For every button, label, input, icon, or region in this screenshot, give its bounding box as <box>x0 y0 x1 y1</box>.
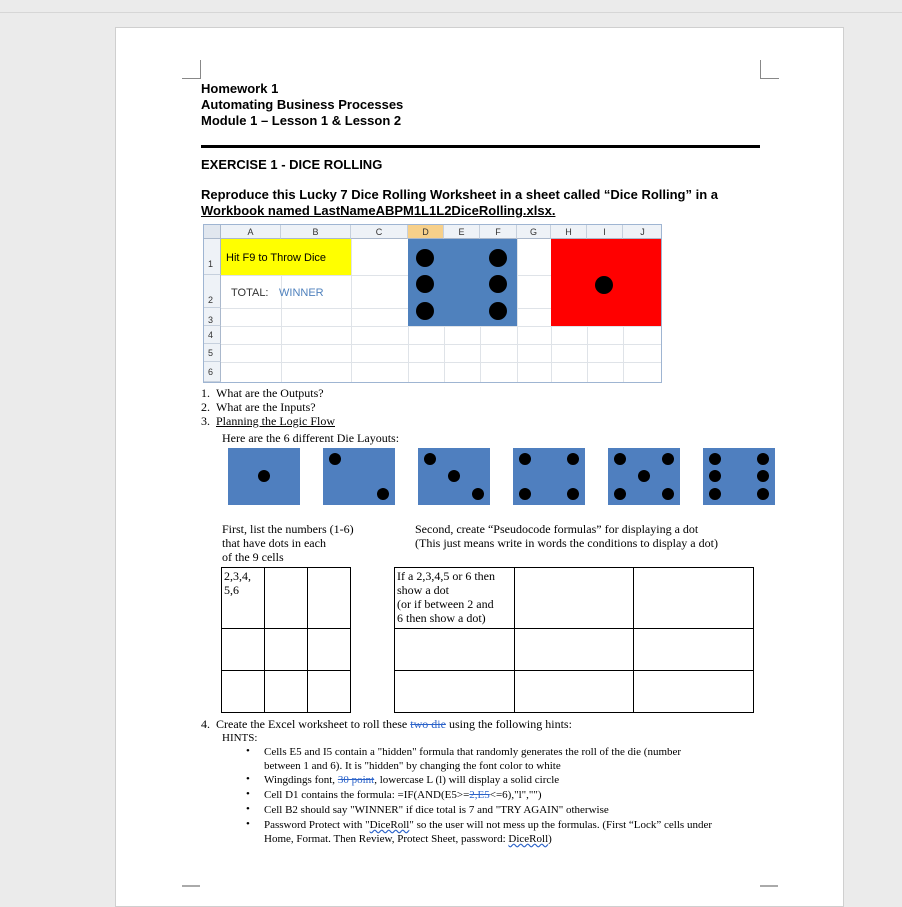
hint-5-text: Password Protect with " <box>264 819 370 831</box>
die-dot <box>595 276 613 294</box>
q1-text: What are the Outputs? <box>216 386 324 400</box>
crop-mark-bottom-right <box>760 885 778 887</box>
item-4-text-end: using the following hints: <box>445 717 572 731</box>
header-rule <box>201 145 760 148</box>
die-layout-2 <box>323 448 395 505</box>
table-cell[interactable] <box>308 568 351 629</box>
die-layout-1 <box>228 448 300 505</box>
die-dot <box>519 453 531 465</box>
table-cell[interactable] <box>265 629 308 671</box>
die-dot <box>709 488 721 500</box>
column-header-h: H <box>551 225 587 239</box>
die-dot <box>519 488 531 500</box>
column-header-b: B <box>281 225 351 239</box>
die-dot <box>662 453 674 465</box>
table-cell[interactable] <box>265 568 308 629</box>
pseudocode-table <box>394 567 754 713</box>
table-cell[interactable] <box>308 629 351 671</box>
die-dot <box>416 275 434 293</box>
table-cell[interactable] <box>222 671 265 713</box>
die-dot <box>709 453 721 465</box>
cell-line: show a dot <box>397 583 449 597</box>
bullet-icon: • <box>246 803 250 815</box>
column-header-e: E <box>444 225 480 239</box>
hint-1 <box>264 745 681 773</box>
hint-1-line-1: Cells E5 and I5 contain a "hidden" formula that randomly generates the roll of the die (number <box>264 746 682 758</box>
hint-5-text-end: " so the user will not mess up the formulas. (First “Lock” cells under <box>409 819 712 831</box>
instruction-line-1: Reproduce this Lucky 7 Dice Rolling Worksheet in a sheet called “Dice Rolling” in a <box>201 187 718 202</box>
window-top-divider <box>0 12 902 13</box>
die-dot <box>329 453 341 465</box>
die-dot <box>489 302 507 320</box>
hints-label: HINTS: <box>222 732 258 744</box>
table-cell[interactable] <box>265 671 308 713</box>
bullet-icon: • <box>246 773 250 785</box>
column-header-f: F <box>480 225 517 239</box>
q3-text: Planning the Logic Flow <box>216 414 335 428</box>
column-header-g: G <box>517 225 551 239</box>
hint-1-line-2: between 1 and 6). It is "hidden" by changing the font color to white <box>264 760 561 772</box>
q2-text: What are the Inputs? <box>216 400 316 414</box>
item-4-deleted-text: two die <box>410 717 446 731</box>
bullet-icon: • <box>246 818 250 830</box>
spreadsheet-image <box>203 224 662 383</box>
die-dot <box>638 470 650 482</box>
blue-die-cells <box>408 239 517 326</box>
crop-mark-top-left <box>182 60 201 79</box>
layouts-label: Here are the 6 different Die Layouts: <box>222 431 400 445</box>
die-layout-3 <box>418 448 490 505</box>
select-all-corner <box>204 225 221 239</box>
die-dot <box>448 470 460 482</box>
table-cell[interactable] <box>308 671 351 713</box>
column-header-d: D <box>408 225 444 239</box>
die-dot <box>416 302 434 320</box>
die-dot <box>757 488 769 500</box>
hint-4: Cell B2 should say "WINNER" if dice total is 7 and "TRY AGAIN" otherwise <box>264 804 609 816</box>
table-cell[interactable] <box>634 568 754 629</box>
cell-line: 2,3,4, <box>224 569 251 583</box>
second-instruction <box>415 522 718 550</box>
table-cell[interactable] <box>634 671 754 713</box>
item-4-num: 4. <box>201 717 210 731</box>
first-instruction-line-2: that have dots in each <box>222 536 326 550</box>
item-4-text: Create the Excel worksheet to roll these <box>216 717 411 731</box>
hint-2 <box>264 773 559 787</box>
first-instruction <box>222 522 354 564</box>
first-instruction-line-3: of the 9 cells <box>222 550 284 564</box>
column-header-a: A <box>221 225 281 239</box>
table-cell[interactable] <box>222 568 265 629</box>
die-dot <box>377 488 389 500</box>
die-dot <box>258 470 270 482</box>
row-header-1: 1 <box>204 239 221 275</box>
die-dot <box>757 470 769 482</box>
q1-num: 1. <box>201 386 210 400</box>
instruction-line-2: Workbook named LastNameABPM1L1L2DiceRolling.xlsx. <box>201 203 556 218</box>
hint-3 <box>264 788 542 802</box>
q2-num: 2. <box>201 400 210 414</box>
document-header <box>201 81 403 129</box>
die-dot <box>567 453 579 465</box>
cell-b1-text: Hit F9 to Throw Dice <box>226 252 327 264</box>
exercise-title: EXERCISE 1 - DICE ROLLING <box>201 157 383 172</box>
die-dot <box>757 453 769 465</box>
table-cell[interactable] <box>634 629 754 671</box>
hint-5-spellcheck-word: DiceRoll <box>369 819 410 831</box>
hint-5-line-2-end: ) <box>548 833 552 845</box>
bullet-icon: • <box>246 788 250 800</box>
cell-line: (or if between 2 and <box>397 597 494 611</box>
hint-3-deleted-text: 2,E5 <box>469 789 490 801</box>
hint-3-text-end: <=6),"l","") <box>489 789 542 801</box>
question-list <box>201 386 335 428</box>
column-header-c: C <box>351 225 408 239</box>
bullet-icon: • <box>246 745 250 757</box>
dot-cells-table <box>221 567 351 713</box>
cell-line: 6 then show a dot) <box>397 611 486 625</box>
hint-3-text: Cell D1 contains the formula: =IF(AND(E5>= <box>264 789 470 801</box>
row-header-6: 6 <box>204 362 221 382</box>
row-header-2: 2 <box>204 275 221 308</box>
die-layout-4 <box>513 448 585 505</box>
die-layout-5 <box>608 448 680 505</box>
row-header-4: 4 <box>204 326 221 344</box>
header-line-1: Homework 1 <box>201 81 279 96</box>
second-instruction-line-2: (This just means write in words the conditions to display a dot) <box>415 536 718 550</box>
die-layout-6 <box>703 448 775 505</box>
q3-num: 3. <box>201 414 210 428</box>
die-dot <box>424 453 436 465</box>
header-line-3: Module 1 – Lesson 1 & Lesson 2 <box>201 113 402 128</box>
cell-b2-label: TOTAL: <box>231 287 269 299</box>
hint-5-line-2-spellcheck-word: DiceRoll <box>508 833 549 845</box>
hint-5 <box>264 818 712 846</box>
cell-line: If a 2,3,4,5 or 6 then <box>397 569 495 583</box>
document-page <box>115 27 844 907</box>
die-dot <box>489 275 507 293</box>
die-dot <box>614 488 626 500</box>
table-cell[interactable] <box>222 629 265 671</box>
die-dot <box>662 488 674 500</box>
second-instruction-line-1: Second, create “Pseudocode formulas” for displaying a dot <box>415 522 699 536</box>
die-dot <box>567 488 579 500</box>
table-cell[interactable] <box>395 568 515 629</box>
table-cell[interactable] <box>395 671 515 713</box>
red-die-cells <box>551 239 661 326</box>
cell-line: 5,6 <box>224 583 239 597</box>
column-header-j: J <box>623 225 662 239</box>
die-dot <box>614 453 626 465</box>
table-cell[interactable] <box>514 629 634 671</box>
item-4 <box>201 717 572 731</box>
first-instruction-line-1: First, list the numbers (1-6) <box>222 522 354 536</box>
hint-2-text: Wingdings font, <box>264 774 338 786</box>
die-dot <box>472 488 484 500</box>
die-dot <box>489 249 507 267</box>
table-cell[interactable] <box>395 629 515 671</box>
table-cell[interactable] <box>514 568 634 629</box>
die-dot <box>709 470 721 482</box>
row-header-5: 5 <box>204 344 221 362</box>
hint-2-text-end: , lowercase L (l) will display a solid circle <box>374 774 560 786</box>
row-header-3: 3 <box>204 308 221 326</box>
hint-2-deleted-text: 30 point <box>337 774 375 786</box>
exercise-instruction <box>201 187 761 219</box>
hint-5-line-2-text: Home, Format. Then Review, Protect Sheet, password: <box>264 833 509 845</box>
die-dot <box>416 249 434 267</box>
table-cell[interactable] <box>514 671 634 713</box>
column-header-i: I <box>587 225 623 239</box>
cell-b2-value: WINNER <box>279 287 324 299</box>
header-line-2: Automating Business Processes <box>201 97 404 112</box>
crop-mark-top-right <box>760 60 779 79</box>
crop-mark-bottom-left <box>182 885 200 887</box>
